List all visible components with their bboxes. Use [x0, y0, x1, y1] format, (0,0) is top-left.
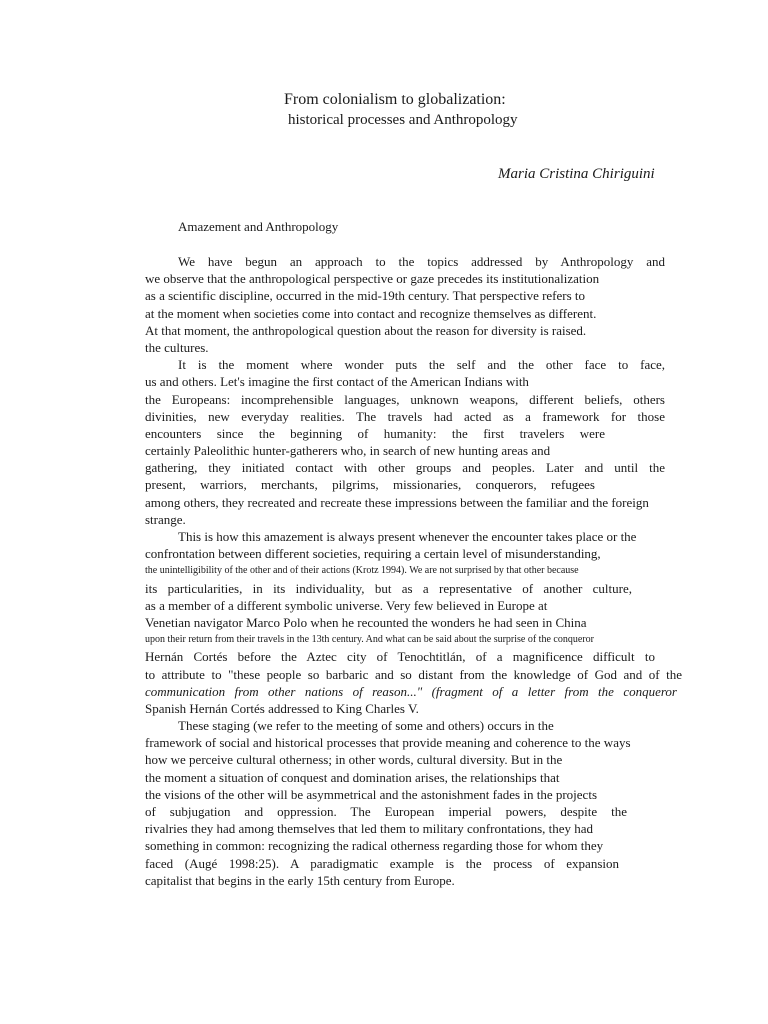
text-line: the unintelligibility of the other and of their actions (Krotz 1994). We are not surprised by that other because [145, 565, 579, 577]
text-line: faced (Augé 1998:25). A paradigmatic example is the process of expansion [145, 855, 619, 871]
text-line: to attribute to "these people so barbaric and so distant from the knowledge of God and of the [145, 666, 682, 682]
text-line: the moment a situation of conquest and domination arises, the relationships that [145, 769, 560, 785]
text-line: Spanish Hernán Cortés addressed to King Charles V. [145, 700, 419, 716]
text-line: strange. [145, 511, 186, 527]
text-line: At that moment, the anthropological question about the reason for diversity is raised. [145, 322, 587, 338]
text-line: These staging (we refer to the meeting of some and others) occurs in the [178, 718, 554, 734]
text-line: of subjugation and oppression. The European imperial powers, despite the [145, 804, 627, 819]
text-line: capitalist that begins in the early 15th century from Europe. [145, 872, 455, 888]
text-line: among others, they recreated and recreate these impressions between the familiar and the foreign [145, 494, 649, 510]
text-line: us and others. Let's imagine the first contact of the American Indians with [145, 374, 529, 390]
text-line: This is how this amazement is always present whenever the encounter takes place or the [178, 529, 637, 544]
text-line: communication from other nations of reason..." (fragment of a letter from the conqueror [145, 683, 677, 699]
text-line: rivalries they had among themselves that led them to military confrontations, they had [145, 821, 594, 837]
text-line: as a scientific discipline, occurred in the mid-19th century. That perspective refers to [145, 288, 586, 304]
text-line: at the moment when societies come into contact and recognize themselves as different. [145, 305, 597, 321]
text-line: gathering, they initiated contact with other groups and peoples. Later and until the [145, 460, 665, 476]
author-name: Maria Cristina Chiriguini [498, 166, 655, 182]
text-line: It is the moment where wonder puts the self and the other face to face, [178, 357, 665, 373]
text-line: we observe that the anthropological perspective or gaze precedes its institutionalization [145, 271, 600, 287]
text-line: the cultures. [145, 339, 209, 355]
text-line: how we perceive cultural otherness; in other words, cultural diversity. But in the [145, 752, 563, 768]
text-line: the visions of the other will be asymmetrical and the astonishment fades in the projects [145, 786, 597, 802]
text-line: encounters since the beginning of humanity: the first travelers were [145, 425, 605, 441]
text-line: its particularities, in its individuality, but as a representative of another culture, [145, 580, 632, 596]
text-line: framework of social and historical processes that provide meaning and coherence to the ways [145, 735, 631, 751]
text-line: the Europeans: incomprehensible languages, unknown weapons, different beliefs, others [145, 391, 665, 407]
text-line: as a member of a different symbolic universe. Very few believed in Europe at [145, 597, 548, 613]
text-line: upon their return from their travels in the 13th century. And what can be said about the surprise of the conqueror [145, 634, 594, 646]
title-line-2: historical processes and Anthropology [288, 112, 518, 128]
text-line: divinities, new everyday realities. The travels had acted as a framework for those [145, 408, 665, 424]
text-line: certainly Paleolithic hunter-gatherers who, in search of new hunting areas and [145, 443, 551, 459]
section-heading: Amazement and Anthropology [178, 219, 339, 234]
title-line-1: From colonialism to globalization: [284, 91, 506, 108]
text-line: Hernán Cortés before the Aztec city of Tenochtitlán, of a magnificence difficult to [145, 649, 655, 665]
text-line: We have begun an approach to the topics addressed by Anthropology and [178, 254, 665, 269]
body-text [145, 253, 697, 889]
text-line: present, warriors, merchants, pilgrims, missionaries, conquerors, refugees [145, 477, 595, 493]
text-line: something in common: recognizing the radical otherness regarding those for whom they [145, 838, 604, 854]
text-line: confrontation between different societies, requiring a certain level of misunderstanding, [145, 546, 601, 562]
text-line: Venetian navigator Marco Polo when he recounted the wonders he had seen in China [145, 614, 587, 630]
